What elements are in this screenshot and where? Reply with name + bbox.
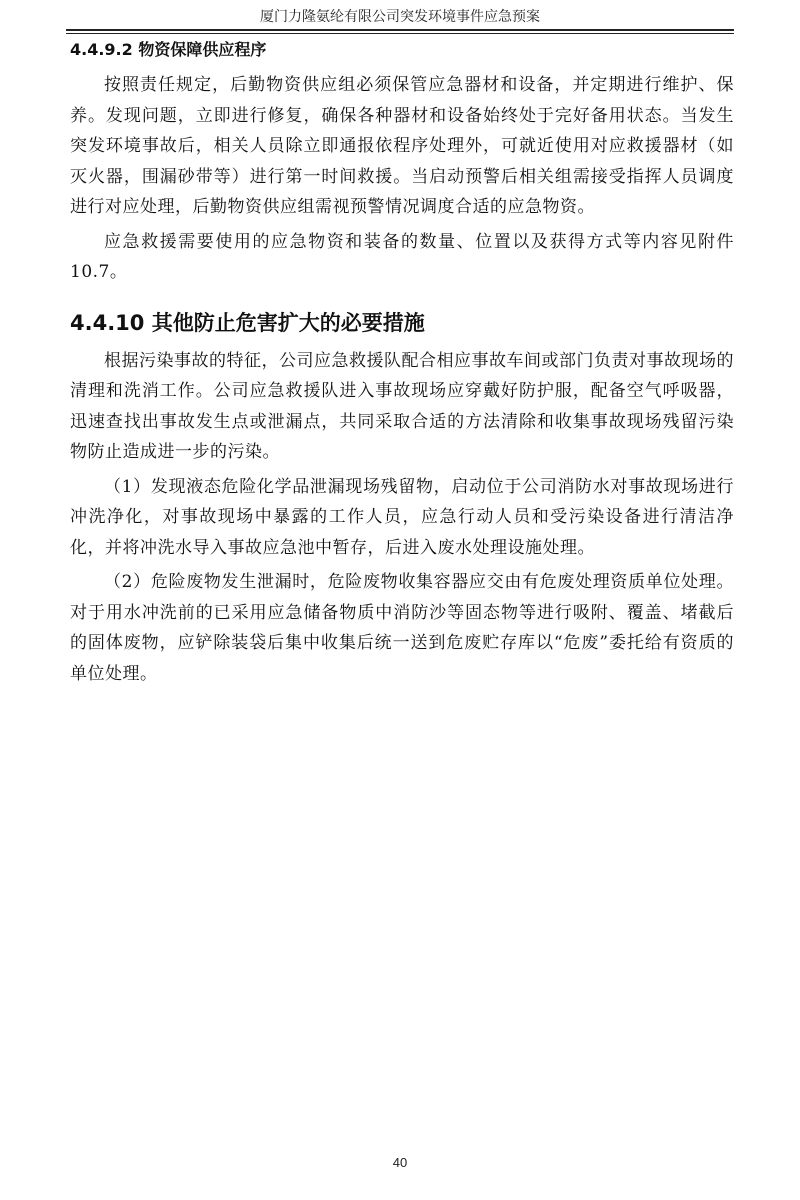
page-number: 40 (392, 1155, 408, 1170)
running-header: 厦门力隆氨纶有限公司突发环境事件应急预案 (260, 9, 540, 25)
paragraph-cleanup-intro: 根据污染事故的特征，公司应急救援队配合相应事故车间或部门负责对事故现场的清理和洗消工作。公司应急救援队进入事故现场应穿戴好防护服，配备空气呼吸器，迅速查找出事故发生点或泄漏点，共同采取合适的方法清除和收集事故现场残留污染物防止造成进一步的污染。 (70, 350, 734, 462)
spacer (70, 288, 734, 308)
spacer (70, 338, 734, 346)
page-body (70, 38, 734, 689)
paragraph-hazardous-waste: （2）危险废物发生泄漏时，危险废物收集容器应交由有危废处理资质单位处理。对于用水冲洗前的已采用应急储备物质中消防沙等固态物等进行吸附、覆盖、堵截后的固体废物，应铲除装袋后集中收集后统一送到危废贮存库以“危废”委托给有资质的单位处理。 (70, 572, 734, 684)
header-rule-thin (66, 33, 734, 34)
section-heading-4410: 4.4.10 其他防止危害扩大的必要措施 (70, 310, 425, 335)
paragraph-supply-appendix: 应急救援需要使用的应急物资和装备的数量、位置以及获得方式等内容见附件10.7。 (70, 231, 734, 282)
paragraph-liquid-spill: （1）发现液态危险化学品泄漏现场残留物，启动位于公司消防水对事故现场进行冲洗净化，对事故现场中暴露的工作人员，应急行动人员和受污染设备进行清洁净化，并将冲洗水导入事故应急池中暂存，后进入废水处理设施处理。 (70, 476, 734, 558)
subsection-heading-4492: 4.4.9.2 物资保障供应程序 (70, 40, 267, 59)
paragraph-supply-procedure: 按照责任规定，后勤物资供应组必须保管应急器材和设备，并定期进行维护、保养。发现问题，立即进行修复，确保各种器材和设备始终处于完好备用状态。当发生突发环境事故后，相关人员除立即通报依程序处理外，可就近使用对应救援器材（如灭火器，围漏砂带等）进行第一时间救援。当启动预警后相关组需接受指挥人员调度进行对应处理，后勤物资供应组需视预警情况调度合适的应急物资。 (70, 75, 734, 217)
header-rule-thick (66, 29, 734, 31)
